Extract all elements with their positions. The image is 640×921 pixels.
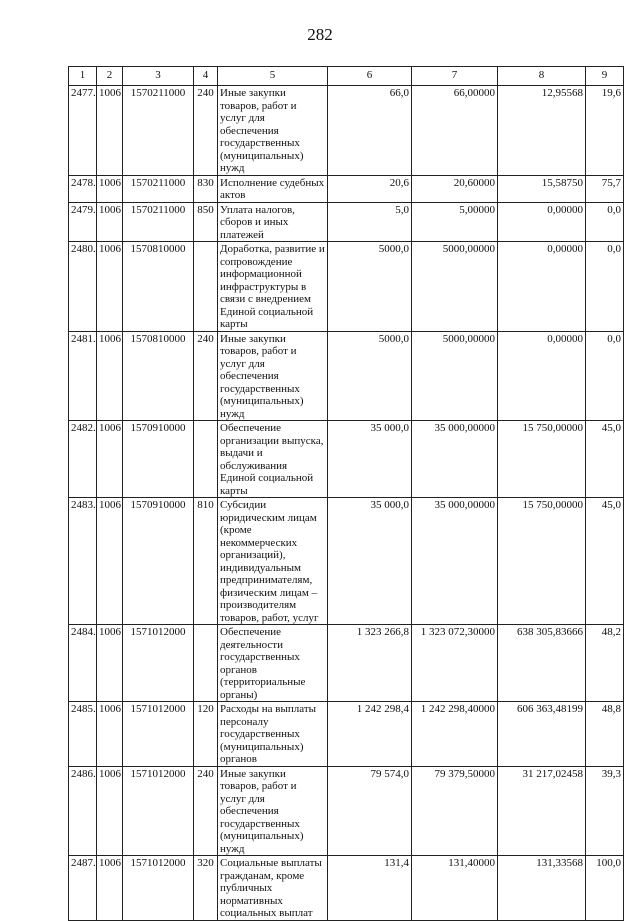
target-article-cell: 1570910000 — [123, 498, 194, 625]
description-cell: Обеспечение организации выпуска, выдачи и обслуживания Единой социальной карты — [218, 421, 328, 498]
column-header: 8 — [498, 67, 586, 86]
column-header: 7 — [412, 67, 498, 86]
percent-cell: 0,0 — [586, 202, 624, 242]
table-row — [69, 766, 624, 856]
value-col6-cell: 20,6 — [328, 175, 412, 202]
row-number-cell: 2478. — [69, 175, 97, 202]
table-row — [69, 856, 624, 921]
value-col6-cell: 131,4 — [328, 856, 412, 921]
section-code-cell: 1006 — [97, 421, 123, 498]
value-col8-cell: 0,00000 — [498, 331, 586, 421]
value-col7-cell: 66,00000 — [412, 86, 498, 176]
table-row — [69, 202, 624, 242]
expense-type-cell — [194, 242, 218, 332]
page-number: 282 — [307, 25, 333, 44]
section-code-cell: 1006 — [97, 175, 123, 202]
value-col7-cell: 35 000,00000 — [412, 421, 498, 498]
target-article-cell: 1570211000 — [123, 175, 194, 202]
target-article-cell: 1570810000 — [123, 331, 194, 421]
description-cell: Уплата налогов, сборов и иных платежей — [218, 202, 328, 242]
percent-cell: 75,7 — [586, 175, 624, 202]
value-col6-cell: 5000,0 — [328, 242, 412, 332]
row-number-cell: 2486. — [69, 766, 97, 856]
value-col8-cell: 15,58750 — [498, 175, 586, 202]
row-number-cell: 2484. — [69, 625, 97, 702]
value-col8-cell: 12,95568 — [498, 86, 586, 176]
percent-cell: 100,0 — [586, 856, 624, 921]
percent-cell: 0,0 — [586, 331, 624, 421]
value-col8-cell: 638 305,83666 — [498, 625, 586, 702]
description-cell: Расходы на выплаты персоналу государственных (муниципальных) органов — [218, 702, 328, 767]
table-row — [69, 331, 624, 421]
description-cell: Иные закупки товаров, работ и услуг для обеспечения государственных (муниципальных) нужд — [218, 766, 328, 856]
row-number-cell: 2482. — [69, 421, 97, 498]
section-code-cell: 1006 — [97, 625, 123, 702]
value-col8-cell: 31 217,02458 — [498, 766, 586, 856]
column-header: 1 — [69, 67, 97, 86]
expense-type-cell: 240 — [194, 86, 218, 176]
percent-cell: 45,0 — [586, 421, 624, 498]
value-col8-cell: 15 750,00000 — [498, 498, 586, 625]
table-row — [69, 421, 624, 498]
expense-type-cell: 830 — [194, 175, 218, 202]
budget-table — [68, 66, 624, 921]
section-code-cell: 1006 — [97, 498, 123, 625]
target-article-cell: 1571012000 — [123, 702, 194, 767]
row-number-cell: 2479. — [69, 202, 97, 242]
table-row — [69, 498, 624, 625]
table-row — [69, 242, 624, 332]
section-code-cell: 1006 — [97, 856, 123, 921]
target-article-cell: 1570211000 — [123, 202, 194, 242]
section-code-cell: 1006 — [97, 702, 123, 767]
expense-type-cell: 240 — [194, 766, 218, 856]
value-col8-cell: 0,00000 — [498, 242, 586, 332]
section-code-cell: 1006 — [97, 202, 123, 242]
value-col7-cell: 35 000,00000 — [412, 498, 498, 625]
value-col6-cell: 66,0 — [328, 86, 412, 176]
target-article-cell: 1571012000 — [123, 856, 194, 921]
percent-cell: 48,8 — [586, 702, 624, 767]
section-code-cell: 1006 — [97, 766, 123, 856]
percent-cell: 39,3 — [586, 766, 624, 856]
target-article-cell: 1571012000 — [123, 625, 194, 702]
value-col6-cell: 35 000,0 — [328, 498, 412, 625]
value-col6-cell: 1 242 298,4 — [328, 702, 412, 767]
row-number-cell: 2481. — [69, 331, 97, 421]
table-row — [69, 625, 624, 702]
row-number-cell: 2485. — [69, 702, 97, 767]
value-col7-cell: 1 323 072,30000 — [412, 625, 498, 702]
row-number-cell: 2480. — [69, 242, 97, 332]
target-article-cell: 1570810000 — [123, 242, 194, 332]
column-header: 9 — [586, 67, 624, 86]
table-header-row — [69, 67, 624, 86]
value-col7-cell: 1 242 298,40000 — [412, 702, 498, 767]
table-row — [69, 702, 624, 767]
column-header: 3 — [123, 67, 194, 86]
expense-type-cell: 850 — [194, 202, 218, 242]
description-cell: Иные закупки товаров, работ и услуг для обеспечения государственных (муниципальных) нужд — [218, 331, 328, 421]
target-article-cell: 1570211000 — [123, 86, 194, 176]
value-col7-cell: 20,60000 — [412, 175, 498, 202]
value-col6-cell: 1 323 266,8 — [328, 625, 412, 702]
column-header: 5 — [218, 67, 328, 86]
percent-cell: 48,2 — [586, 625, 624, 702]
description-cell: Обеспечение деятельности государственных органов (территориальные органы) — [218, 625, 328, 702]
row-number-cell: 2487. — [69, 856, 97, 921]
value-col7-cell: 131,40000 — [412, 856, 498, 921]
description-cell: Социальные выплаты гражданам, кроме публичных нормативных социальных выплат — [218, 856, 328, 921]
table-row — [69, 86, 624, 176]
expense-type-cell: 120 — [194, 702, 218, 767]
target-article-cell: 1570910000 — [123, 421, 194, 498]
description-cell: Исполнение судебных актов — [218, 175, 328, 202]
value-col8-cell: 131,33568 — [498, 856, 586, 921]
column-header: 2 — [97, 67, 123, 86]
value-col8-cell: 606 363,48199 — [498, 702, 586, 767]
value-col7-cell: 79 379,50000 — [412, 766, 498, 856]
section-code-cell: 1006 — [97, 242, 123, 332]
value-col6-cell: 5,0 — [328, 202, 412, 242]
expense-type-cell — [194, 421, 218, 498]
description-cell: Доработка, развитие и сопровождение информационной инфраструктуры в связи с внедрением Единой социальной карты — [218, 242, 328, 332]
value-col7-cell: 5000,00000 — [412, 331, 498, 421]
value-col7-cell: 5000,00000 — [412, 242, 498, 332]
expense-type-cell: 810 — [194, 498, 218, 625]
percent-cell: 0,0 — [586, 242, 624, 332]
expense-type-cell: 320 — [194, 856, 218, 921]
value-col7-cell: 5,00000 — [412, 202, 498, 242]
value-col8-cell: 0,00000 — [498, 202, 586, 242]
column-header: 6 — [328, 67, 412, 86]
row-number-cell: 2477. — [69, 86, 97, 176]
description-cell: Иные закупки товаров, работ и услуг для обеспечения государственных (муниципальных) нужд — [218, 86, 328, 176]
table-body — [69, 86, 624, 921]
value-col6-cell: 35 000,0 — [328, 421, 412, 498]
expense-type-cell — [194, 625, 218, 702]
target-article-cell: 1571012000 — [123, 766, 194, 856]
value-col6-cell: 79 574,0 — [328, 766, 412, 856]
description-cell: Субсидии юридическим лицам (кроме некоммерческих организаций), индивидуальным предпринимателям, физическим лицам – производителям товаров, работ, услуг — [218, 498, 328, 625]
value-col6-cell: 5000,0 — [328, 331, 412, 421]
row-number-cell: 2483. — [69, 498, 97, 625]
value-col8-cell: 15 750,00000 — [498, 421, 586, 498]
expense-type-cell: 240 — [194, 331, 218, 421]
section-code-cell: 1006 — [97, 331, 123, 421]
table-row — [69, 175, 624, 202]
section-code-cell: 1006 — [97, 86, 123, 176]
percent-cell: 19,6 — [586, 86, 624, 176]
column-header: 4 — [194, 67, 218, 86]
percent-cell: 45,0 — [586, 498, 624, 625]
